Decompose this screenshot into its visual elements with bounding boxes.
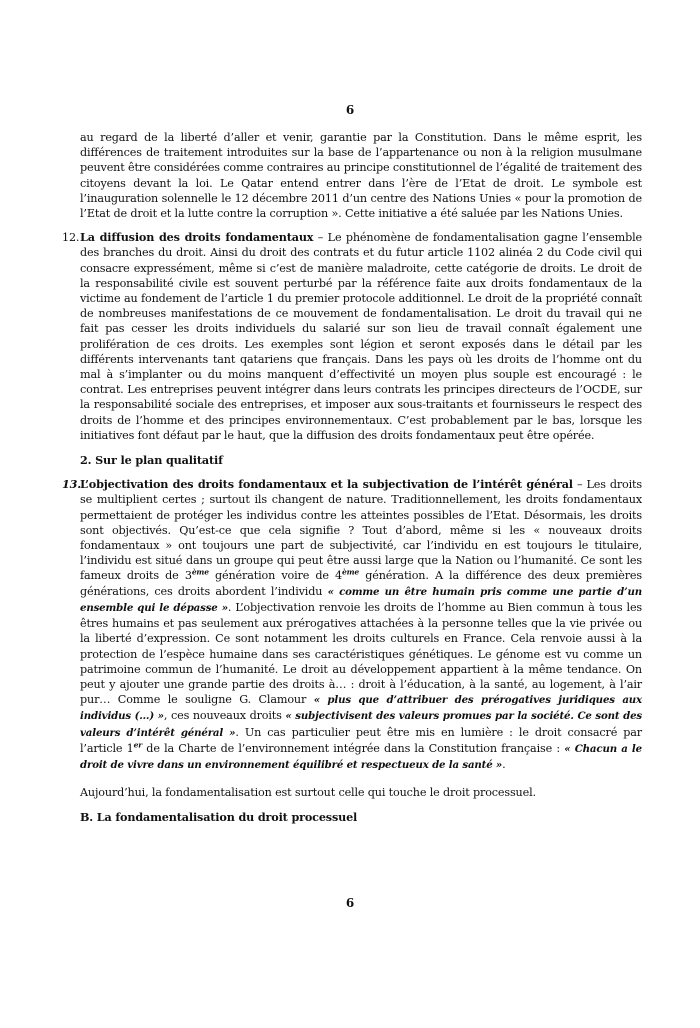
paragraph-12 [62,230,642,443]
paragraph-number: 13. [62,477,82,492]
section-heading-b: B. La fondamentalisation du droit processuel [80,810,358,825]
paragraph-text: – Le phénomène de fondamentalisation gagne l’ensemble des branches du droit. Ainsi du droit des contrats et du futur article 1102 alinéa 2 du Code civil qui consacre expressément, même si c’est de manière maladroite, cette catégorie de droits. Le droit de la responsabilité civile est souvent perturbé par la référence faite aux droits fondamentaux de la victime au fondement de l’article 1 du premier protocole additionnel. Le droit de la propriété connaît de nombreuses manifestations de ce mouvement de fondamentalisation. Le droit du travail qui ne fait pas cesser les droits individuels du salarié sur son lieu de travail connaît également une prolifération de ces droits. Les exemples sont légion et seront exposés dans le détail par les différents intervenants tant qatariens que français. Dans les pays où les droits de l’homme ont du mal à s’implanter ou du moins manquent d’effectivité un moyen plus souple est encouragé : le contrat. Les entreprises peuvent intégrer dans leurs contrats les principes directeurs de l’OCDE, sur la responsabilité sociale des entreprises, et imposer aux sous-traitants et fournisseurs le respect des droits de l’homme et des principes environnementaux. C’est probablement par le bas, lorsque les initiatives font défaut par le haut, que la diffusion des droits fondamentaux peut être opérée. [80,231,642,442]
closing-paragraph: Aujourd’hui, la fondamentalisation est surtout celle qui touche le droit processuel. [80,786,536,800]
paragraph-title: La diffusion des droits fondamentaux [80,230,314,245]
text-segment: , ces nouveaux droits [163,709,286,723]
page-number-top: 6 [345,103,355,117]
text-segment: . L’objectivation renvoie les droits de l’homme au Bien commun à tous les êtres humains et pas seulement aux prérogatives attachées à la personne telles que la vie privée ou la liberté d’expression. Ce sont notamment les droits culturels en France. Cela renvoie aussi à la protection de l’espèce humaine dans ses caractéristiques génétiques. Le génome est vu comme un patrimoine commun de l’humanité. Le droit au développement appartient à la même tendance. On peut y ajouter une grande partie des droits à… : droit à l’éducation, à la santé, au logement, à l’air pur… Comme le souligne G. Clamour [80,600,643,707]
text-segment: de la Charte de l’environnement intégrée dans la Constitution française : [142,741,565,755]
superscript: er [133,739,143,749]
text-segment: . [502,757,506,771]
text-segment: – Les droits se multiplient certes ; surtout ils changent de nature. Traditionnellement, les droits fondamentaux permettaient de protéger les individus contre les atteintes possibles de l’Etat. Désormais, les droits sont objectivés. Qu’est-ce que cela signifie ? Tout d’abord, même si les « nouveaux droits fondamentaux » ont toujours une part de subjectivité, car l’individu en est toujours le titulaire, l’individu est situé dans un groupe qui peut être aussi large que la Nation ou l’humanité. Ce sont les fameux droits de 3 [80,478,642,583]
text-segment: génération voire de 4 [208,569,343,583]
paragraph-13 [62,477,642,773]
paragraph-number: 12. [62,231,80,245]
quotation: « subjectivisent des valeurs promues par la société. Ce sont des valeurs d’intérêt général » [80,710,642,739]
superscript: ème [342,567,360,577]
paragraph-title: L’objectivation des droits fondamentaux et la subjectivation de l’intérêt général [80,477,573,492]
document-body [62,130,642,826]
quotation: « plus que d’attribuer des prérogatives juridiques aux individus (…) » [80,694,642,723]
text-segment: génération. A la différence des deux premières générations, ces droits abordent l’individu [80,569,642,598]
page-number-bottom: 6 [345,896,355,910]
superscript: ème [191,567,209,577]
quotation: « comme un être humain pris comme une partie d’un ensemble qui le dépasse » [80,585,642,614]
quotation: « Chacun a le droit de vivre dans un environnement équilibré et respectueux de la santé » [80,742,642,771]
text-segment: . Un cas particulier peut être mis en lumière : le droit consacré par l’article 1 [80,725,642,755]
section-heading-2: 2. Sur le plan qualitatif [80,453,223,468]
continuation-paragraph: au regard de la liberté d’aller et venir, garantie par la Constitution. Dans le même esprit, les différences de traitement introduites sur la base de l’appartenance ou non à la religion musulmane peuvent être considérées comme contraires au principe constitutionnel de l’égalité de traitement des citoyens devant la loi. Le Qatar entend entrer dans l’ère de l’Etat de droit. Le symbole est l’inauguration solennelle le 12 décembre 2011 d’un centre des Nations Unies « pour la promotion de l’Etat de droit et la lutte contre la corruption ». Cette initiative a été saluée par les Nations Unies. [80,131,642,221]
